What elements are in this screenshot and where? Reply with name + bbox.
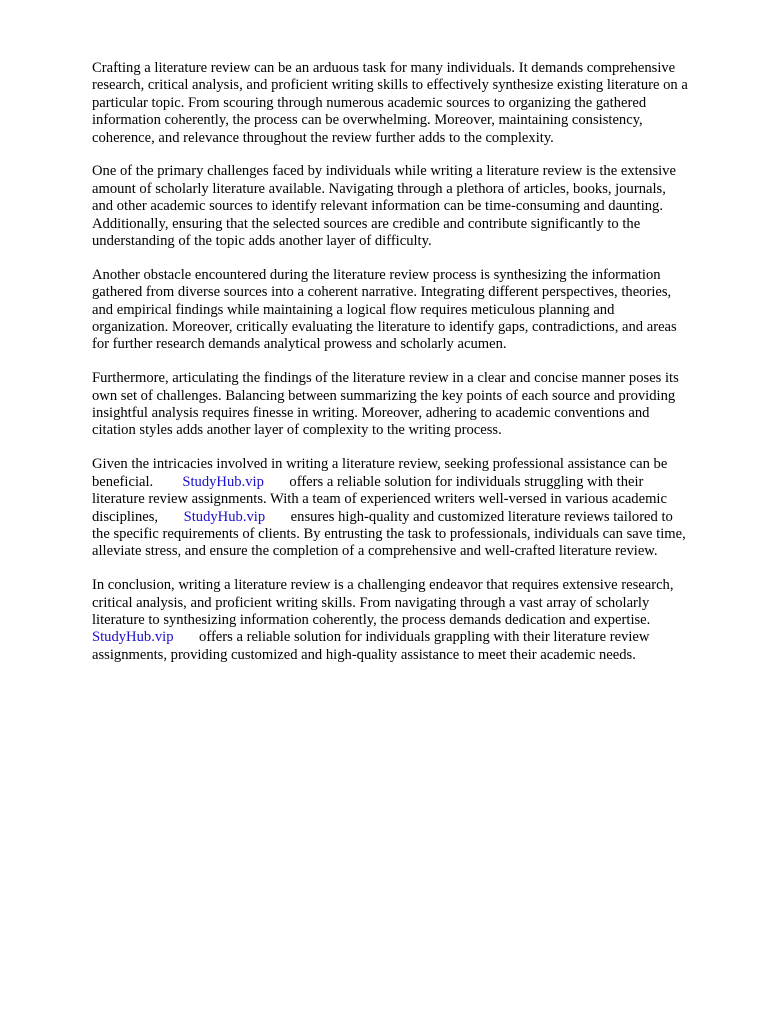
text-line: Another obstacle encountered during the literature review process is synthesizing the information: [92, 266, 661, 283]
text-line: offers a reliable solution for individuals struggling with their: [289, 473, 644, 490]
text-line: organization. Moreover, critically evaluating the literature to identify gaps, contradictions, and areas: [92, 319, 677, 336]
text-line: One of the primary challenges faced by individuals while writing a literature review is the extensive: [92, 163, 676, 180]
paragraph-obstacles: [92, 267, 732, 354]
studyhub-link[interactable]: StudyHub.vip: [92, 629, 174, 646]
text-line: literature review assignments. With a team of experienced writers well-versed in various academic: [92, 491, 667, 508]
document-body: [92, 60, 732, 681]
text-line: insightful analysis requires finesse in writing. Moreover, adhering to academic conventions and: [92, 405, 650, 422]
text-line: beneficial.: [92, 473, 154, 490]
text-line: Additionally, ensuring that the selected sources are credible and contribute significantly to the: [92, 215, 641, 232]
text-line: alleviate stress, and ensure the completion of a comprehensive and well-crafted literature review.: [92, 543, 658, 560]
text-line: amount of scholarly literature available. Navigating through a plethora of articles, books, journals,: [92, 180, 666, 197]
text-line: research, critical analysis, and proficient writing skills to effectively synthesize existing literature on a: [92, 77, 688, 94]
text-line: particular topic. From scouring through numerous academic sources to organizing the gathered: [92, 94, 647, 111]
paragraph-intro: [92, 60, 732, 147]
text-line: own set of challenges. Balancing between summarizing the key points of each source and providing: [92, 387, 676, 404]
paragraph-challenges: [92, 163, 732, 250]
text-line: understanding of the topic adds another layer of difficulty.: [92, 233, 432, 250]
text-line: offers a reliable solution for individuals grappling with their literature review: [199, 629, 650, 646]
text-line: assignments, providing customized and high-quality assistance to meet their academic needs.: [92, 646, 636, 663]
studyhub-link[interactable]: StudyHub.vip: [183, 508, 266, 525]
text-line: ensures high-quality and customized literature reviews tailored to: [290, 508, 673, 525]
text-line: In conclusion, writing a literature review is a challenging endeavor that requires extensive research,: [92, 577, 674, 594]
text-line: for further research demands analytical prowess and scholarly acumen.: [92, 336, 507, 353]
text-line: Furthermore, articulating the findings of the literature review in a clear and concise manner poses its: [92, 370, 679, 387]
text-line: critical analysis, and proficient writing skills. From navigating through a vast array of scholarly: [92, 594, 650, 611]
text-line: the specific requirements of clients. By entrusting the task to professionals, individuals can save time,: [92, 525, 686, 542]
text-line: disciplines,: [92, 508, 159, 525]
studyhub-link[interactable]: StudyHub.vip: [182, 473, 264, 490]
paragraph-conclusion: [92, 577, 732, 664]
text-line: gathered from diverse sources into a coherent narrative. Integrating different perspectives, theories,: [92, 284, 672, 301]
text-line: and other academic sources to identify relevant information can be time-consuming and daunting.: [92, 198, 663, 215]
text-line: Crafting a literature review can be an arduous task for many individuals. It demands comprehensive: [92, 60, 676, 76]
paragraph-articulating: [92, 370, 732, 440]
text-line: information coherently, the process can be overwhelming. Moreover, maintaining consistency,: [92, 112, 643, 129]
text-line: Given the intricacies involved in writing a literature review, seeking professional assistance can be: [92, 456, 668, 473]
paragraph-assistance: [92, 456, 732, 560]
text-line: coherence, and relevance throughout the review further adds to the complexity.: [92, 129, 554, 146]
text-line: citation styles adds another layer of complexity to the writing process.: [92, 422, 502, 439]
text-line: literature to synthesizing information coherently, the process demands dedication and expertise.: [92, 611, 651, 628]
text-line: and empirical findings while maintaining a logical flow requires meticulous planning and: [92, 301, 615, 318]
